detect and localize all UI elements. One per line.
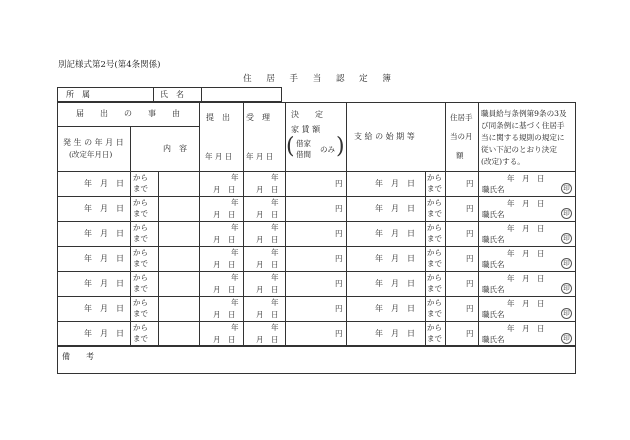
note-line: び同条例に基づく住居手 — [481, 121, 565, 130]
row-payment-start[interactable]: 年 月 日 — [375, 204, 415, 213]
row-official-name[interactable]: 職氏名 — [482, 210, 505, 219]
row-official-name[interactable]: 職氏名 — [482, 260, 505, 269]
row-allowance-yen[interactable]: 円 — [466, 329, 474, 338]
row-official-name[interactable]: 職氏名 — [482, 235, 505, 244]
row-to: まで — [133, 259, 148, 268]
row-occurrence-date[interactable]: 年 月 日 — [84, 229, 124, 238]
row-to: まで — [133, 334, 148, 343]
row-from: から — [133, 198, 148, 207]
allowance-header-1: 住居手 — [450, 113, 473, 122]
divider — [153, 87, 154, 102]
name-label: 氏 名 — [160, 90, 184, 99]
seal-icon: 印 — [561, 258, 572, 269]
row-occurrence-date[interactable]: 年 月 日 — [84, 279, 124, 288]
row-decision-date[interactable]: 年 月 日 — [507, 224, 545, 233]
open-paren: ( — [286, 134, 295, 159]
row-from: から — [133, 248, 148, 257]
row-payment-start[interactable]: 年 月 日 — [375, 304, 415, 313]
row-payment-to: まで — [427, 259, 442, 268]
row-receipt-year[interactable]: 年 — [271, 173, 279, 182]
row-receipt-year[interactable]: 年 — [271, 248, 279, 257]
row-receipt-year[interactable]: 年 — [271, 298, 279, 307]
affiliation-field[interactable] — [90, 88, 152, 101]
row-receipt-md[interactable]: 月 日 — [256, 335, 279, 344]
row-official-name[interactable]: 職氏名 — [482, 310, 505, 319]
seal-icon: 印 — [561, 333, 572, 344]
notification-event-header: 届 出 の 事 由 — [76, 109, 180, 118]
row-occurrence-date[interactable]: 年 月 日 — [84, 254, 124, 263]
row-rent-yen[interactable]: 円 — [335, 304, 343, 313]
note-line: 職員給与条例第9条の3及 — [481, 109, 567, 118]
note-line: 当に関する規則の規定に — [481, 133, 565, 142]
row-payment-to: まで — [427, 184, 442, 193]
row-payment-start[interactable]: 年 月 日 — [375, 254, 415, 263]
row-payment-start[interactable]: 年 月 日 — [375, 329, 415, 338]
row-receipt-md[interactable]: 月 日 — [256, 210, 279, 219]
row-from: から — [133, 298, 148, 307]
row-payment-start[interactable]: 年 月 日 — [375, 179, 415, 188]
only-label: のみ — [320, 145, 335, 154]
row-official-name[interactable]: 職氏名 — [482, 285, 505, 294]
row-payment-from: から — [427, 273, 442, 282]
row-submission-md[interactable]: 月 日 — [213, 185, 236, 194]
row-occurrence-date[interactable]: 年 月 日 — [84, 179, 124, 188]
row-decision-date[interactable]: 年 月 日 — [507, 249, 545, 258]
row-submission-md[interactable]: 月 日 — [213, 235, 236, 244]
row-payment-from: から — [427, 198, 442, 207]
decision-header: 決 定 — [291, 110, 323, 119]
row-payment-to: まで — [427, 209, 442, 218]
header-subdivider — [57, 126, 199, 127]
row-payment-to: まで — [427, 284, 442, 293]
row-submission-year[interactable]: 年 — [231, 298, 239, 307]
row-payment-from: から — [427, 298, 442, 307]
row-occurrence-date[interactable]: 年 月 日 — [84, 204, 124, 213]
row-payment-start[interactable]: 年 月 日 — [375, 229, 415, 238]
row-allowance-yen[interactable]: 円 — [466, 254, 474, 263]
name-field[interactable] — [202, 88, 281, 101]
row-payment-from: から — [427, 323, 442, 332]
form-label: 別記様式第2号(第4条関係) — [58, 60, 161, 70]
submission-date-header: 年 月 日 — [205, 152, 233, 161]
row-to: まで — [133, 234, 148, 243]
allowance-header-3: 額 — [456, 151, 464, 160]
row-allowance-yen[interactable]: 円 — [466, 279, 474, 288]
row-receipt-year[interactable]: 年 — [271, 273, 279, 282]
row-rent-yen[interactable]: 円 — [335, 229, 343, 238]
row-from: から — [133, 173, 148, 182]
row-rent-yen[interactable]: 円 — [335, 204, 343, 213]
row-payment-start[interactable]: 年 月 日 — [375, 279, 415, 288]
row-decision-date[interactable]: 年 月 日 — [507, 299, 545, 308]
row-submission-md[interactable]: 月 日 — [213, 335, 236, 344]
occurrence-date-header: 発 生 の 年 月 日 — [63, 138, 124, 147]
seal-icon: 印 — [561, 183, 572, 194]
decision-note — [481, 108, 567, 168]
row-submission-year[interactable]: 年 — [231, 323, 239, 332]
submission-header: 提 出 — [206, 113, 230, 122]
row-allowance-yen[interactable]: 円 — [466, 304, 474, 313]
row-from: から — [133, 223, 148, 232]
row-submission-md[interactable]: 月 日 — [213, 210, 236, 219]
row-submission-year[interactable]: 年 — [231, 223, 239, 232]
row-official-name[interactable]: 職氏名 — [482, 185, 505, 194]
row-rent-yen[interactable]: 円 — [335, 329, 343, 338]
row-submission-year[interactable]: 年 — [231, 198, 239, 207]
row-payment-to: まで — [427, 309, 442, 318]
row-decision-date[interactable]: 年 月 日 — [507, 324, 545, 333]
row-payment-from: から — [427, 223, 442, 232]
allowance-header-2: 当の月 — [450, 132, 473, 141]
row-allowance-yen[interactable]: 円 — [466, 179, 474, 188]
remarks-label: 備 考 — [62, 352, 94, 361]
receipt-header: 受 理 — [246, 113, 270, 122]
page-title: 住 居 手 当 認 定 簿 — [243, 74, 397, 84]
row-submission-year[interactable]: 年 — [231, 248, 239, 257]
row-decision-date[interactable]: 年 月 日 — [507, 199, 545, 208]
lease-room-label: 借間 — [296, 150, 311, 159]
row-receipt-md[interactable]: 月 日 — [256, 185, 279, 194]
row-receipt-md[interactable]: 月 日 — [256, 235, 279, 244]
row-receipt-md[interactable]: 月 日 — [256, 260, 279, 269]
receipt-date-header: 年 月 日 — [246, 152, 274, 161]
seal-icon: 印 — [561, 283, 572, 294]
row-payment-to: まで — [427, 234, 442, 243]
row-allowance-yen[interactable]: 円 — [466, 204, 474, 213]
payment-start-header: 支 給 の 始 期 等 — [354, 132, 415, 141]
row-rent-yen[interactable]: 円 — [335, 254, 343, 263]
row-rent-yen[interactable]: 円 — [335, 179, 343, 188]
seal-icon: 印 — [561, 208, 572, 219]
row-occurrence-date[interactable]: 年 月 日 — [84, 329, 124, 338]
row-receipt-year[interactable]: 年 — [271, 223, 279, 232]
close-paren: ) — [336, 134, 345, 159]
row-submission-year[interactable]: 年 — [231, 273, 239, 282]
row-submission-year[interactable]: 年 — [231, 173, 239, 182]
row-occurrence-date[interactable]: 年 月 日 — [84, 304, 124, 313]
content-header: 内 容 — [163, 144, 187, 153]
note-line: 従い下記のとおり決定 — [481, 145, 557, 154]
affiliation-label: 所 属 — [66, 90, 90, 99]
row-rent-yen[interactable]: 円 — [335, 279, 343, 288]
row-from: から — [133, 273, 148, 282]
seal-icon: 印 — [561, 233, 572, 244]
row-submission-md[interactable]: 月 日 — [213, 310, 236, 319]
row-payment-from: から — [427, 173, 442, 182]
row-receipt-year[interactable]: 年 — [271, 198, 279, 207]
row-receipt-year[interactable]: 年 — [271, 323, 279, 332]
seal-icon: 印 — [561, 308, 572, 319]
row-to: まで — [133, 209, 148, 218]
lease-house-label: 借家 — [296, 139, 311, 148]
row-allowance-yen[interactable]: 円 — [466, 229, 474, 238]
row-official-name[interactable]: 職氏名 — [482, 335, 505, 344]
rent-amount-header: 家 賃 額 — [291, 125, 321, 134]
row-from: から — [133, 323, 148, 332]
revised-date-header: (改定年月日) — [69, 150, 113, 159]
row-to: まで — [133, 284, 148, 293]
remarks-field[interactable] — [57, 346, 576, 374]
row-payment-from: から — [427, 248, 442, 257]
row-decision-date[interactable]: 年 月 日 — [507, 274, 545, 283]
row-submission-md[interactable]: 月 日 — [213, 260, 236, 269]
row-receipt-md[interactable]: 月 日 — [256, 310, 279, 319]
row-submission-md[interactable]: 月 日 — [213, 285, 236, 294]
row-payment-to: まで — [427, 334, 442, 343]
row-decision-date[interactable]: 年 月 日 — [507, 174, 545, 183]
row-to: まで — [133, 309, 148, 318]
note-line: (改定)する。 — [481, 157, 525, 166]
row-receipt-md[interactable]: 月 日 — [256, 285, 279, 294]
row-to: まで — [133, 184, 148, 193]
